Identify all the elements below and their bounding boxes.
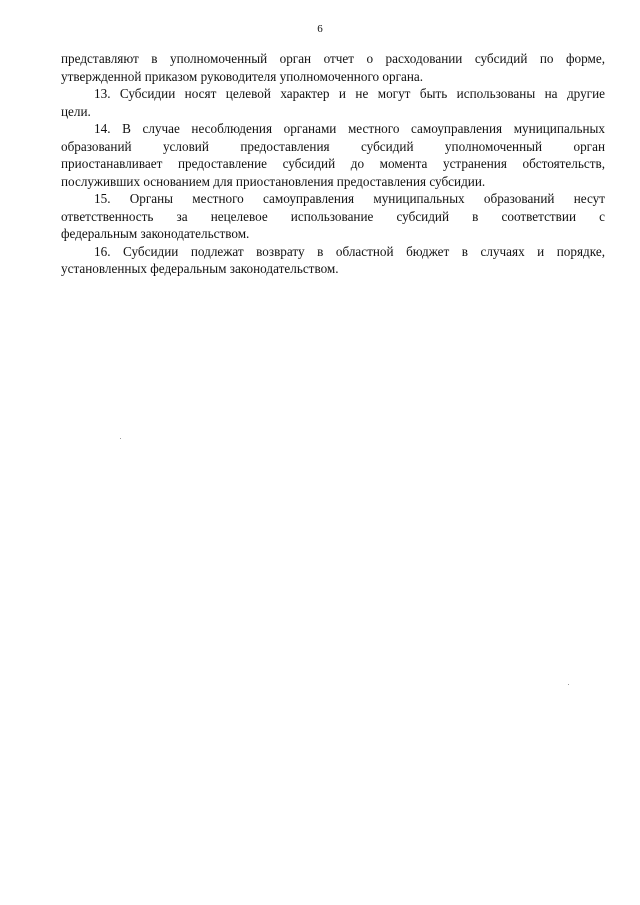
text-line: приостанавливает предоставление субсидий до момента устранения обстоятельств,: [61, 156, 605, 171]
page-number: 6: [317, 23, 323, 35]
document-body: [61, 50, 605, 278]
paragraph-15: [61, 190, 605, 243]
paragraph-continuation: [61, 50, 605, 85]
text-line: ответственность за нецелевое использование субсидий в соответствии с: [61, 208, 605, 224]
text-line: установленных федеральным законодательством.: [61, 261, 339, 276]
text-line: цели.: [61, 103, 91, 119]
text-line: 15. Органы местного самоуправления муниципальных образований несут: [94, 191, 605, 206]
text-line: федеральным законодательством.: [61, 226, 250, 241]
scan-speck: [568, 684, 569, 685]
text-line: утвержденной приказом руководителя уполномоченного органа.: [61, 68, 424, 84]
text-line: 16. Субсидии подлежат возврату в областной бюджет в случаях и порядке,: [94, 243, 605, 259]
text-line: послуживших основанием для приостановления предоставления субсидии.: [61, 173, 486, 189]
paragraph-14: [61, 120, 605, 190]
paragraph-16: [61, 243, 605, 278]
paragraph-13: [61, 85, 605, 120]
text-line: представляют в уполномоченный орган отчет о расходовании субсидий по форме,: [61, 51, 605, 66]
text-line: образований условий предоставления субсидий уполномоченный орган: [61, 138, 605, 154]
text-line: 13. Субсидии носят целевой характер и не могут быть использованы на другие: [94, 86, 605, 101]
scan-speck: [120, 438, 121, 439]
text-line: 14. В случае несоблюдения органами местного самоуправления муниципальных: [94, 121, 605, 136]
